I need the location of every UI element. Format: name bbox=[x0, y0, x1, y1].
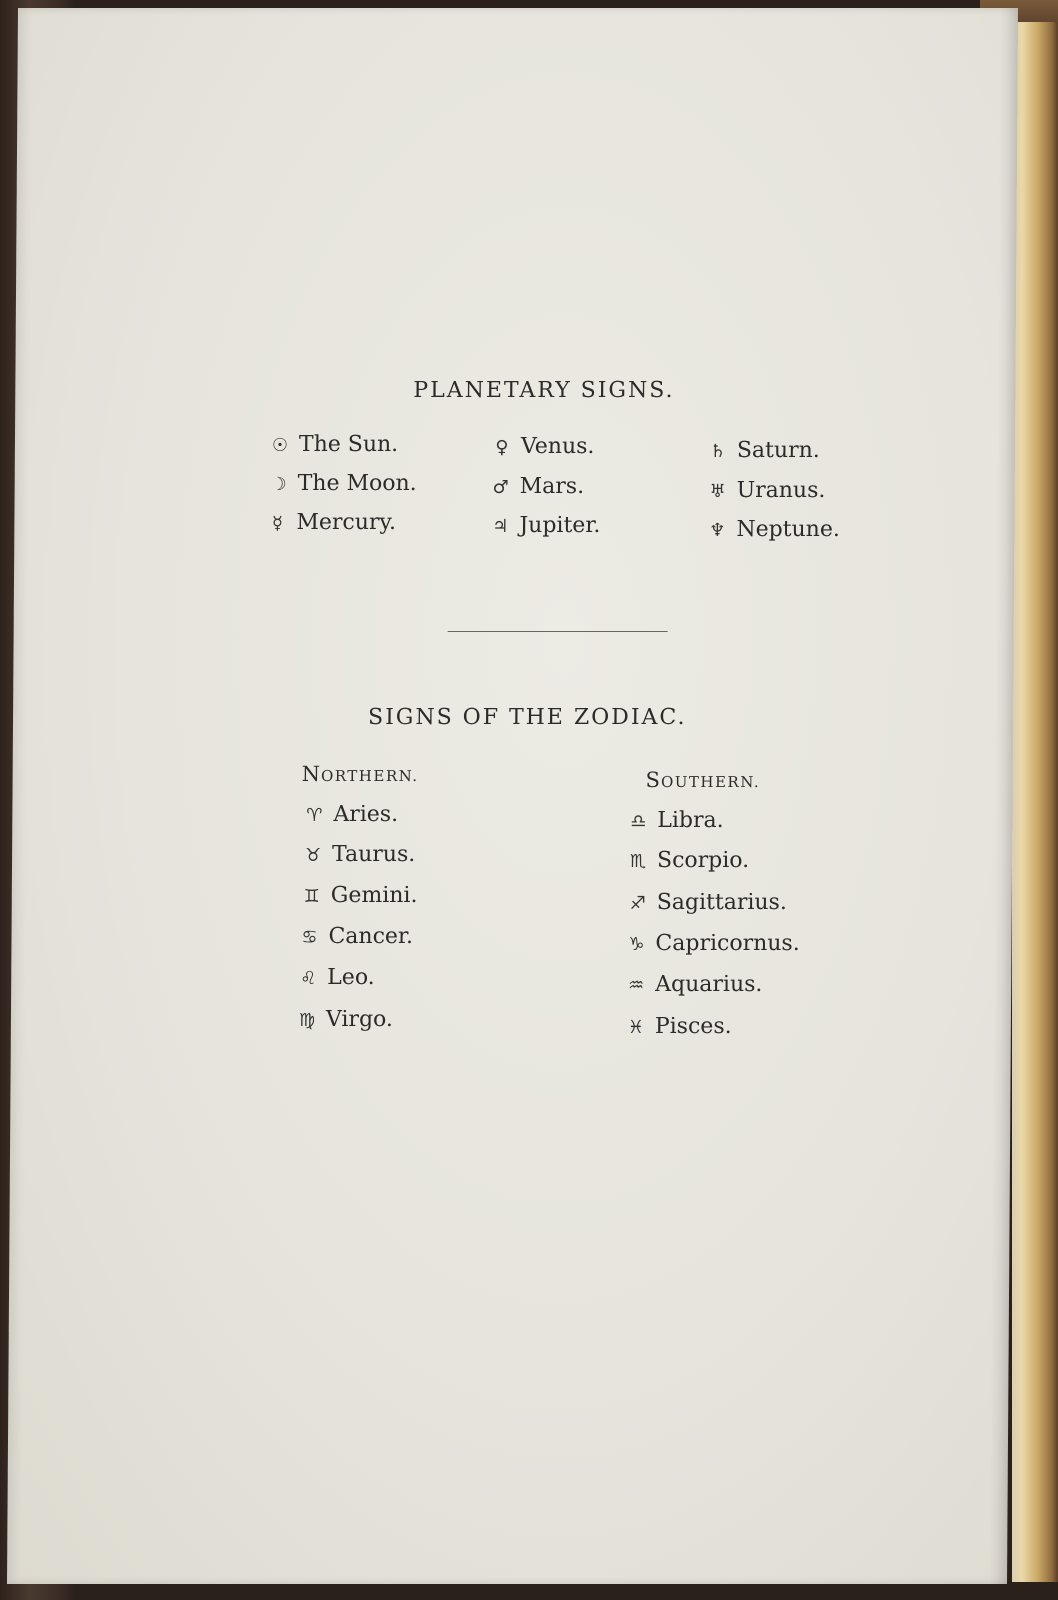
southern-subheading-initial: S bbox=[645, 768, 662, 792]
zodiac-label: Aries. bbox=[333, 802, 399, 827]
gemini-symbol-icon: ♊ bbox=[303, 886, 320, 907]
zodiac-signs-heading: SIGNS OF THE ZODIAC. bbox=[367, 705, 687, 730]
zodiac-item-aquarius bbox=[621, 972, 762, 997]
planet-item-sun bbox=[265, 432, 398, 457]
zodiac-item-virgo bbox=[292, 1007, 393, 1032]
sagittarius-symbol-icon: ♐ bbox=[629, 893, 646, 914]
planet-label: Venus. bbox=[520, 434, 595, 459]
planet-label: Saturn. bbox=[736, 438, 820, 463]
mars-symbol-icon: ♂ bbox=[492, 477, 509, 498]
saturn-symbol-icon: ♄ bbox=[709, 441, 727, 462]
planet-label: The Sun. bbox=[298, 432, 399, 457]
planet-item-mars bbox=[486, 474, 585, 499]
planet-item-neptune bbox=[702, 517, 840, 542]
scorpio-symbol-icon: ♏ bbox=[629, 851, 647, 872]
aries-symbol-icon: ♈ bbox=[306, 805, 323, 826]
zodiac-item-scorpio bbox=[623, 848, 749, 873]
zodiac-label: Gemini. bbox=[330, 883, 418, 908]
planet-label: Mars. bbox=[519, 474, 585, 499]
zodiac-item-cancer bbox=[294, 924, 413, 949]
zodiac-label: Sagittarius. bbox=[656, 890, 787, 915]
planet-item-venus bbox=[487, 434, 595, 459]
northern-subheading bbox=[302, 762, 419, 786]
section-divider-rule bbox=[448, 631, 668, 632]
neptune-symbol-icon: ♆ bbox=[709, 520, 726, 541]
northern-subheading-rest: ORTHERN. bbox=[320, 767, 419, 785]
zodiac-item-libra bbox=[623, 808, 724, 833]
moon-symbol-icon: ☽ bbox=[270, 474, 287, 495]
pisces-symbol-icon: ♓ bbox=[627, 1017, 645, 1038]
southern-subheading-rest: OUTHERN. bbox=[660, 773, 761, 791]
planet-item-uranus bbox=[703, 478, 826, 503]
leo-symbol-icon: ♌ bbox=[300, 968, 317, 989]
planet-label: The Moon. bbox=[297, 471, 417, 496]
mercury-symbol-icon: ☿ bbox=[271, 513, 284, 534]
zodiac-item-leo bbox=[293, 965, 375, 990]
venus-symbol-icon: ♀ bbox=[495, 437, 509, 458]
zodiac-item-pisces bbox=[621, 1014, 732, 1039]
zodiac-label: Libra. bbox=[657, 808, 724, 833]
planet-item-moon bbox=[264, 471, 417, 496]
zodiac-item-sagittarius bbox=[623, 890, 787, 915]
planet-label: Mercury. bbox=[296, 510, 397, 535]
zodiac-label: Virgo. bbox=[325, 1007, 394, 1032]
taurus-symbol-icon: ♉ bbox=[304, 845, 322, 866]
capricorn-symbol-icon: ♑ bbox=[628, 934, 645, 955]
zodiac-label: Leo. bbox=[327, 965, 375, 990]
zodiac-item-taurus bbox=[298, 842, 415, 867]
libra-symbol-icon: ♎ bbox=[630, 811, 647, 832]
planetary-signs-heading: PLANETARY SIGNS. bbox=[413, 378, 675, 403]
zodiac-label: Scorpio. bbox=[656, 848, 750, 873]
book-page bbox=[7, 8, 1018, 1584]
sun-symbol-icon: ☉ bbox=[271, 435, 289, 456]
zodiac-label: Taurus. bbox=[332, 842, 416, 867]
book-page-edges bbox=[1012, 22, 1058, 1582]
zodiac-item-aries bbox=[299, 802, 398, 827]
southern-subheading bbox=[646, 768, 761, 792]
planet-label: Neptune. bbox=[736, 517, 840, 542]
uranus-symbol-icon: ♅ bbox=[709, 481, 726, 502]
northern-subheading-initial: N bbox=[301, 762, 322, 786]
planet-item-jupiter bbox=[485, 513, 600, 538]
zodiac-label: Cancer. bbox=[328, 924, 414, 949]
zodiac-label: Pisces. bbox=[654, 1014, 732, 1039]
zodiac-label: Aquarius. bbox=[655, 972, 763, 997]
aquarius-symbol-icon: ♒ bbox=[628, 975, 645, 996]
zodiac-item-capricornus bbox=[621, 931, 799, 956]
zodiac-item-gemini bbox=[297, 883, 418, 908]
planet-item-mercury bbox=[262, 510, 396, 535]
cancer-symbol-icon: ♋ bbox=[301, 927, 318, 948]
zodiac-label: Capricornus. bbox=[655, 931, 800, 956]
planet-label: Uranus. bbox=[736, 478, 826, 503]
planet-item-saturn bbox=[703, 438, 820, 463]
jupiter-symbol-icon: ♃ bbox=[492, 516, 509, 537]
virgo-symbol-icon: ♍ bbox=[298, 1010, 316, 1031]
planet-label: Jupiter. bbox=[519, 513, 601, 538]
